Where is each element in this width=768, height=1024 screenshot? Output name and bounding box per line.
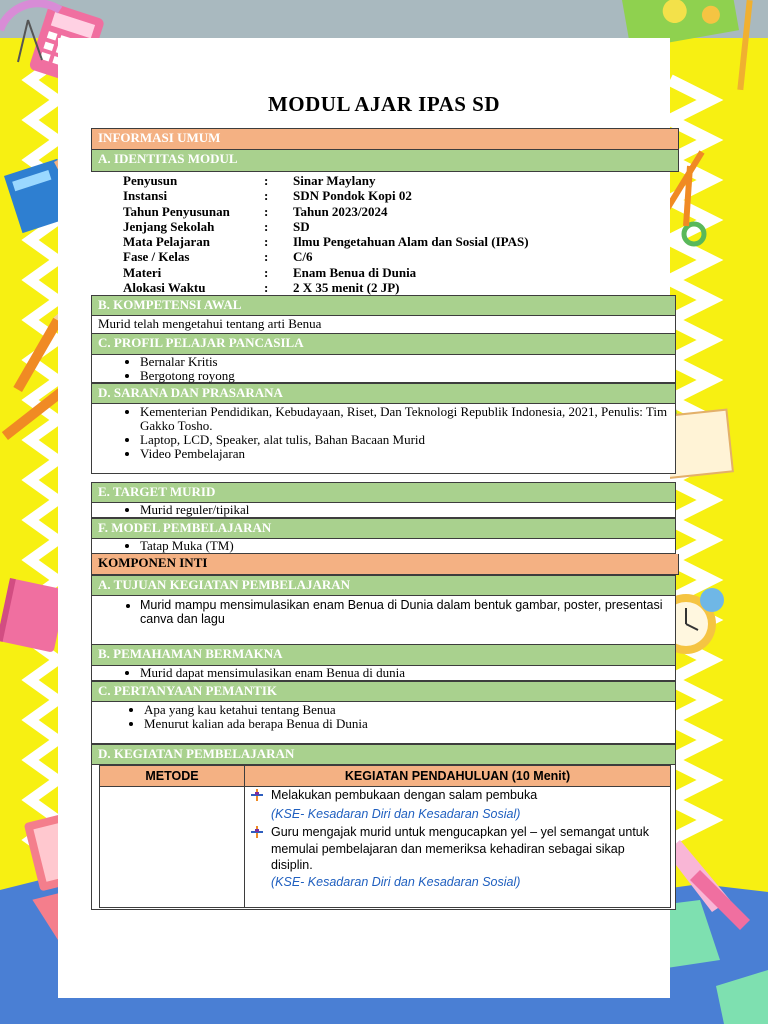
identitas-key: Jenjang Sekolah [123,218,215,234]
kegiatan-cell [245,787,671,908]
pertanyaan-list-box [91,702,676,744]
activity-item [245,787,670,822]
list-item: • Tatap Muka (TM) [140,539,669,553]
identitas-key: Penyusun [123,173,178,188]
list-item: • Video Pembelajaran [140,447,669,461]
identitas-key: Materi [123,264,162,280]
identitas-row [91,280,679,295]
model-list-box [91,539,676,554]
section-target-murid: E. TARGET MURID [91,482,676,503]
identitas-row [91,173,679,188]
kegiatan-box [91,765,676,910]
identitas-row [91,249,679,264]
identitas-separator: : [264,234,269,250]
metode-cell [100,787,245,908]
identitas-list [91,172,679,295]
section-model-pembelajaran: F. MODEL PEMBELAJARAN [91,518,676,539]
target-list-box [91,503,676,518]
identitas-separator: : [264,218,269,234]
identitas-row [91,204,679,219]
section-profil-pelajar: C. PROFIL PELAJAR PANCASILA [91,334,676,355]
pemahaman-list-box [91,666,676,681]
identitas-key: Instansi [123,188,168,204]
profil-list-box [91,355,676,383]
sarana-list-box [91,404,676,474]
identitas-value: Ilmu Pengetahuan Alam dan Sosial (IPAS) [293,234,529,250]
activity-note: (KSE- Kesadaran Diri dan Kesadaran Sosial) [271,806,521,821]
identitas-value: C/6 [293,249,313,265]
list-item: • Menurut kalian ada berapa Benua di Dunia [144,717,669,731]
identitas-separator: : [264,173,269,188]
identitas-value: SD [293,218,310,234]
identitas-value: Tahun 2023/2024 [293,203,388,219]
list-item: • Murid mampu mensimulasikan enam Benua di Dunia dalam bentuk gambar, poster, presentasi canva dan lagu [140,598,669,626]
identitas-row [91,219,679,234]
identitas-separator: : [264,188,269,204]
identitas-key: Tahun Penyusunan [123,203,230,219]
identitas-separator: : [264,203,269,219]
identitas-row [91,265,679,280]
section-kegiatan-pembelajaran: D. KEGIATAN PEMBELAJARAN [91,744,676,765]
list-item: • Murid dapat mensimulasikan enam Benua di dunia [140,666,669,680]
section-sarana-prasarana: D. SARANA DAN PRASARANA [91,383,676,404]
identitas-value: SDN Pondok Kopi 02 [293,188,412,204]
section-pertanyaan-pemantik: C. PERTANYAAN PEMANTIK [91,681,676,702]
col-metode: METODE [100,766,245,787]
col-kegiatan: KEGIATAN PENDAHULUAN (10 Menit) [245,766,671,787]
section-tujuan-kegiatan: A. TUJUAN KEGIATAN PEMBELAJARAN [91,575,676,596]
activity-text: Guru mengajak murid untuk mengucapkan yel – yel semangat untuk memulai pembelajaran dan memeriksa kehadiran sebagai sikap disiplin. [271,825,649,873]
page-title: MODUL AJAR IPAS SD [267,92,501,116]
pointer-icon [251,789,263,801]
identitas-value: Enam Benua di Dunia [293,264,417,280]
identitas-key: Alokasi Waktu [123,280,206,296]
section-identitas-modul: A. IDENTITAS MODUL [91,150,679,172]
activity-note: (KSE- Kesadaran Diri dan Kesadaran Sosial) [271,874,521,889]
identitas-separator: : [264,249,269,265]
list-item: • Kementerian Pendidikan, Kebudayaan, Riset, Dan Teknologi Republik Indonesia, 2021, Penulis: Tim Gakko Tosho. [140,405,669,433]
section-komponen-inti: KOMPONEN INTI [91,554,679,575]
list-item: • Bernalar Kritis [140,355,669,369]
identitas-key: Mata Pelajaran [123,234,211,250]
identitas-separator: : [264,264,269,280]
list-item: • Bergotong royong [140,369,669,383]
list-item: • Apa yang kau ketahui tentang Benua [144,703,669,717]
kegiatan-table [99,765,671,908]
list-item: • Laptop, LCD, Speaker, alat tulis, Bahan Bacaan Murid [140,433,669,447]
section-pemahaman-bermakna: B. PEMAHAMAN BERMAKNA [91,645,676,666]
identitas-row [91,188,679,203]
pointer-icon [251,826,263,838]
identitas-row [91,234,679,249]
section-kompetensi-awal: B. KOMPETENSI AWAL [91,295,676,316]
activity-item [245,824,670,890]
list-item: • Murid reguler/tipikal [140,503,669,517]
module-document [91,128,679,910]
activity-text: Melakukan pembukaan dengan salam pembuka [271,788,538,803]
identitas-separator: : [264,280,269,296]
kompetensi-text: Murid telah mengetahui tentang arti Benua [91,316,676,334]
identitas-value: 2 X 35 menit (2 JP) [293,280,400,296]
section-informasi-umum: INFORMASI UMUM [91,128,679,150]
identitas-key: Fase / Kelas [123,249,190,265]
identitas-value: Sinar Maylany [293,173,376,188]
tujuan-list-box [91,596,676,645]
